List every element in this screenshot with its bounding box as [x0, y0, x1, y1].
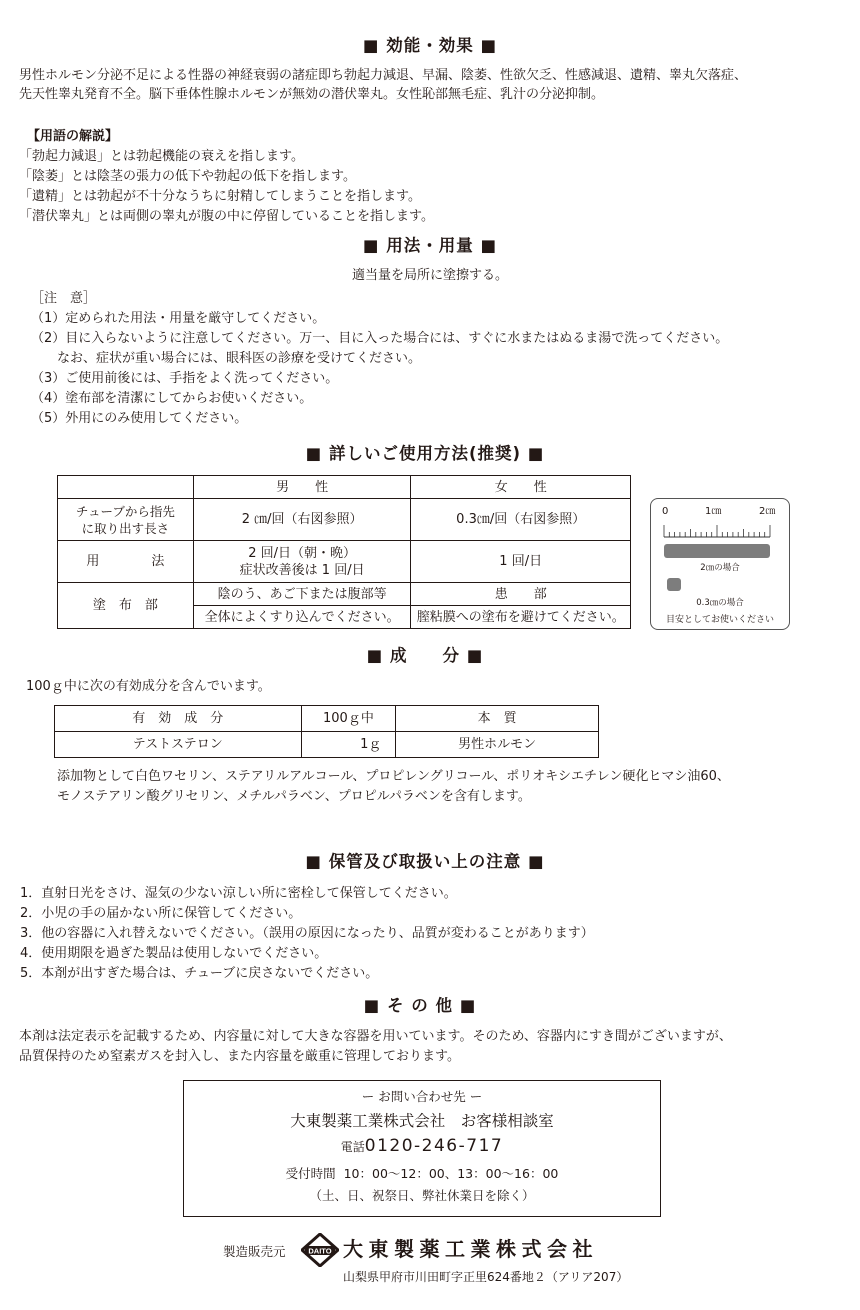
additives-text: [57, 767, 730, 806]
usage-male-line-1: 2 回/日（朝・晩）: [248, 545, 357, 561]
phone-label: 電話: [340, 1140, 365, 1154]
guide-note: 目安としてお使いください: [665, 615, 774, 625]
strip-2cm: [664, 544, 770, 558]
ingredients-col-amount: 100ｇ中: [301, 706, 396, 732]
storage-item: 4．使用期限を過ぎた製品は使用しないでください。: [20, 946, 328, 961]
efficacy-text: [0, 66, 860, 104]
ruler-scale: [663, 519, 773, 539]
usage-dose: 適当量を局所に塗擦する。: [351, 268, 508, 283]
ingredients-col-nature: 本 質: [396, 706, 599, 732]
method-area-note-male: 全体によくすり込んでください。: [193, 606, 411, 629]
ingredients-col-name: 有 効 成 分: [55, 706, 302, 732]
storage-item: 5．本剤が出すぎた場合は、チューブに戻さないでください。: [20, 966, 379, 981]
caption-2cm: 2㎝の場合: [700, 563, 740, 573]
ingredient-name: テストステロン: [55, 732, 302, 758]
method-length-female: 0.3㎝/回（右図参照）: [411, 499, 631, 541]
daito-logo-icon: [301, 1233, 339, 1267]
method-header-row: [58, 476, 631, 499]
storage-item: 2．小児の手の届かない所に保管してください。: [20, 906, 302, 921]
caution-title: ［注 意］: [31, 291, 97, 306]
strip-03cm: [667, 578, 681, 591]
method-usage-female: 1 回/日: [411, 541, 631, 583]
contact-closed: （土、日、祝祭日、弊社休業日を除く）: [309, 1188, 535, 1203]
glossary-list: [19, 147, 434, 226]
other-line: 品質保持のため窒素ガスを封入し、また内容量を厳重に管理しております。: [19, 1049, 460, 1064]
additives-line: モノステアリン酸グリセリン、メチルパラベン、プロピルパラベンを含有します。: [57, 789, 531, 804]
caution-item: （3）ご使用前後には、手指をよく洗ってください。: [31, 371, 339, 386]
contact-box: [183, 1080, 661, 1217]
ruler-label-0: 0: [662, 506, 669, 517]
contact-phone-line: [184, 1137, 660, 1157]
method-corner-cell: [58, 476, 194, 499]
storage-list: [20, 884, 594, 984]
storage-heading: ■ 保管及び取扱い上の注意 ■: [305, 852, 545, 871]
glossary-item: 「潜伏睾丸」とは両側の睾丸が腹の中に停留していることを指します。: [19, 209, 434, 224]
glossary-item: 「陰萎」とは陰茎の張力の低下や勃起の低下を指します。: [19, 169, 356, 184]
method-row-length: [58, 499, 631, 541]
method-length-male: 2 ㎝/回（右図参照）: [193, 499, 411, 541]
other-line: 本剤は法定表示を記載するため、内容量に対して大きな容器を用いています。そのため、容器内にすき間がございますが、: [19, 1029, 732, 1044]
other-text: [19, 1027, 732, 1066]
method-col-male: 男 性: [193, 476, 411, 499]
footer-company: 大東製薬工業株式会社: [343, 1237, 598, 1261]
other-heading: ■ そ の 他 ■: [363, 996, 477, 1015]
daito-logo: [301, 1233, 339, 1267]
method-area-male: 陰のう、あご下または腹部等: [193, 583, 411, 606]
additives-line: 添加物として白色ワセリン、ステアリルアルコール、プロピレングリコール、ポリオキシエチレン硬化ヒマシ油60、: [57, 769, 730, 784]
contact-hours: [184, 1164, 660, 1183]
caution-list: [31, 309, 728, 429]
phone-number[interactable]: 0120-246-717: [364, 1136, 504, 1156]
usage-heading: ■ 用法・用量 ■: [362, 236, 498, 255]
glossary-title: 【用語の解説】: [27, 129, 119, 144]
caution-item: （1）定められた用法・用量を厳守してください。: [31, 311, 326, 326]
ingredients-heading: ■ 成 分 ■: [366, 646, 484, 665]
ingredients-row: [55, 732, 599, 758]
caption-03cm: 0.3㎝の場合: [696, 598, 744, 608]
ingredient-nature: 男性ホルモン: [396, 732, 599, 758]
contact-company: 大東製薬工業株式会社 お客様相談室: [290, 1112, 554, 1130]
storage-item: 3．他の容器に入れ替えないでください。（誤用の原因になったり、品質が変わることがあります）: [20, 926, 594, 941]
method-row-area: [58, 583, 631, 606]
hours-label: 受付時間: [285, 1166, 336, 1181]
method-usage-male: [193, 541, 411, 583]
label-line-2: に取り出す長さ: [81, 520, 170, 536]
caution-item: （2）目に入らないように注意してください。万一、目に入った場合には、すぐに水またはぬるま湯で洗ってください。: [31, 331, 729, 346]
logo-text: DAITO: [308, 1246, 332, 1256]
efficacy-line: 先天性睾丸発育不全。脳下垂体性腺ホルモンが無効の潜伏睾丸。女性恥部無毛症、乳汁の分泌抑制。: [19, 87, 605, 102]
ingredients-table: [54, 705, 599, 758]
method-row-usage: [58, 541, 631, 583]
maker-label: 製造販売元: [223, 1244, 286, 1259]
storage-item: 1．直射日光をさけ、湿気の少ない涼しい所に密栓して保管してください。: [20, 886, 457, 901]
caution-item: なお、症状が重い場合には、眼科医の診療を受けてください。: [31, 351, 422, 366]
efficacy-line: 男性ホルモン分泌不足による性器の神経衰弱の諸症即ち勃起力減退、早漏、陰萎、性欲欠乏、性感減退、遺精、睾丸欠落症、: [19, 68, 748, 83]
method-area-female: 患 部: [411, 583, 631, 606]
footer-address: 山梨県甲府市川田町字正里624番地２（アリア207）: [343, 1270, 629, 1284]
contact-title: ー お問い合わせ先 ー: [361, 1089, 483, 1104]
ingredients-intro: 100ｇ中に次の有効成分を含んでいます。: [26, 679, 271, 694]
method-table: [57, 475, 631, 629]
method-row-usage-label: 用 法: [58, 541, 194, 583]
ruler-label-2cm: 2㎝: [759, 506, 776, 517]
ingredient-amount: 1ｇ: [301, 732, 396, 758]
usage-male-line-2: 症状改善後は 1 回/日: [239, 562, 365, 578]
ingredients-header-row: [55, 706, 599, 732]
method-col-female: 女 性: [411, 476, 631, 499]
efficacy-heading: ■ 効能・効果 ■: [362, 36, 498, 55]
ruler-label-1cm: 1㎝: [705, 506, 722, 517]
hours-value: 10：00〜12：00、13：00〜16：00: [343, 1166, 559, 1181]
caution-item: （4）塗布部を清潔にしてからお使いください。: [31, 391, 313, 406]
glossary-item: 「遺精」とは勃起が不十分なうちに射精してしまうことを指します。: [19, 189, 421, 204]
glossary-item: 「勃起力減退」とは勃起機能の衰えを指します。: [19, 149, 304, 164]
length-guide-figure: [650, 498, 790, 630]
method-heading: ■ 詳しいご使用方法(推奨) ■: [305, 444, 545, 463]
method-row-length-label: [58, 499, 194, 541]
caution-item: （5）外用にのみ使用してください。: [31, 411, 248, 426]
method-area-note-female: 膣粘膜への塗布を避けてください。: [411, 606, 631, 629]
label-line-1: チューブから指先: [75, 503, 175, 519]
method-row-area-label: 塗 布 部: [58, 583, 194, 629]
